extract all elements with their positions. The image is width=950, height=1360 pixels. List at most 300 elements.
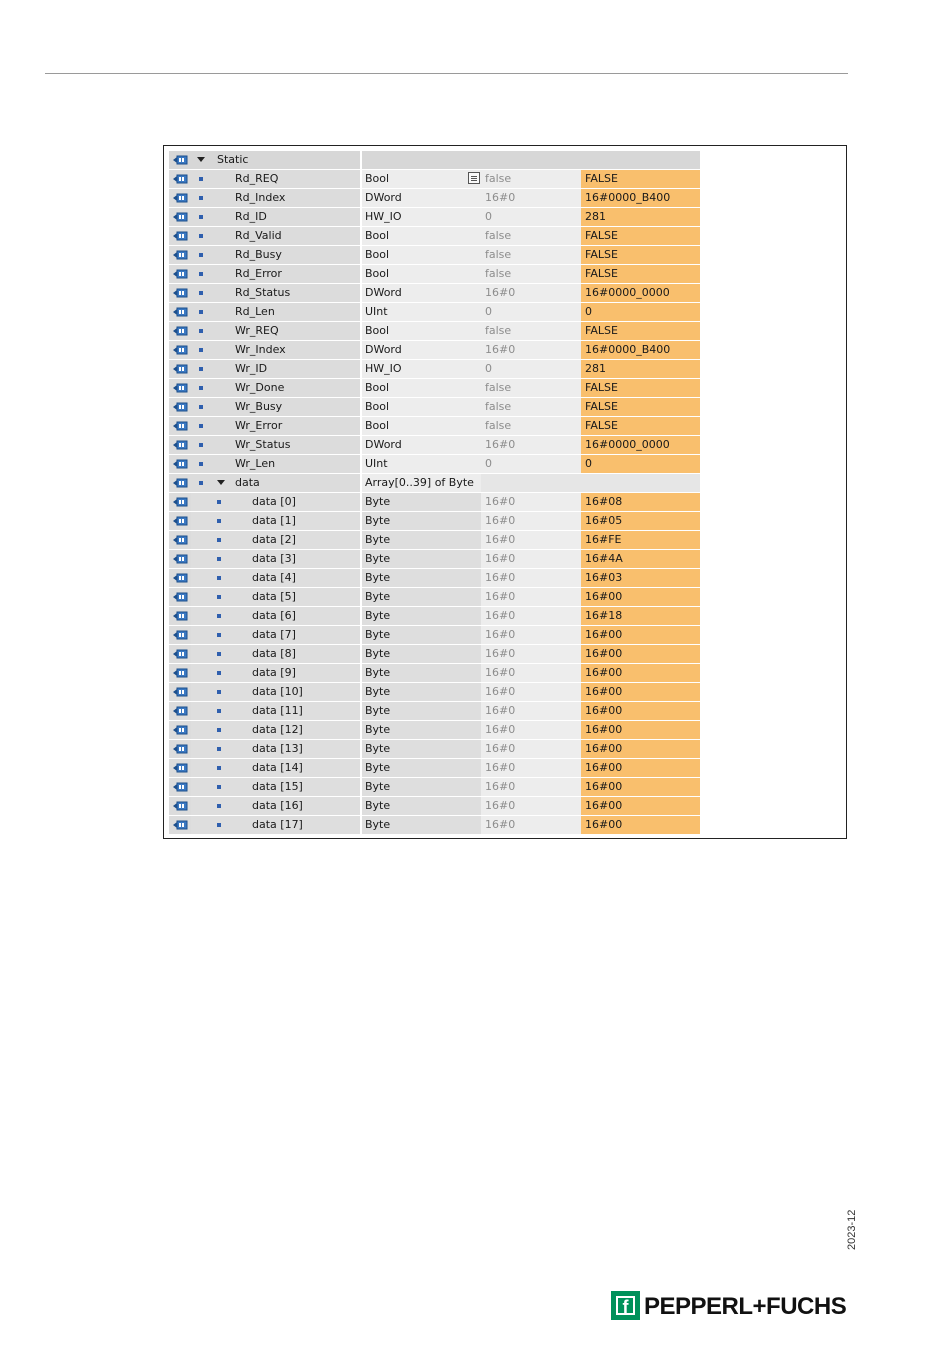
default-value: 16#0 xyxy=(485,590,516,603)
default-value-cell[interactable] xyxy=(481,645,581,664)
type-cell[interactable] xyxy=(362,550,482,569)
data-type: Byte xyxy=(365,704,391,717)
default-value: false xyxy=(485,229,512,242)
default-value-cell[interactable] xyxy=(481,436,581,455)
collapse-arrow-icon[interactable] xyxy=(217,480,225,485)
monitor-value: 16#03 xyxy=(585,571,623,584)
member-bullet-icon xyxy=(217,538,221,542)
type-cell[interactable] xyxy=(362,265,482,284)
data-type: HW_IO xyxy=(365,362,402,375)
interface-icon-cell xyxy=(169,702,191,721)
monitor-value-cell[interactable] xyxy=(581,474,700,493)
interface-icon xyxy=(173,801,188,811)
data-type: Byte xyxy=(365,780,391,793)
variable-name: Wr_Error xyxy=(235,419,283,432)
default-value-cell[interactable] xyxy=(481,379,581,398)
monitor-value-cell[interactable] xyxy=(581,265,700,284)
data-type: Bool xyxy=(365,381,390,394)
data-type: Byte xyxy=(365,685,391,698)
data-type: Byte xyxy=(365,552,391,565)
default-value-cell[interactable] xyxy=(481,588,581,607)
type-cell[interactable] xyxy=(362,455,482,474)
default-value-cell[interactable] xyxy=(481,208,581,227)
name-cell[interactable] xyxy=(191,436,360,455)
interface-icon-cell xyxy=(169,531,191,550)
default-value-cell[interactable] xyxy=(481,531,581,550)
monitor-value: 0 xyxy=(585,457,592,470)
type-cell[interactable] xyxy=(362,569,482,588)
monitor-value: 16#00 xyxy=(585,799,623,812)
name-cell[interactable] xyxy=(191,246,360,265)
default-value: 16#0 xyxy=(485,647,516,660)
name-cell[interactable] xyxy=(191,550,360,569)
interface-icon-cell xyxy=(169,265,191,284)
logo-text: PEPPERL+FUCHS xyxy=(644,1293,847,1320)
default-value-cell[interactable] xyxy=(481,322,581,341)
type-cell[interactable] xyxy=(362,436,482,455)
monitor-value-cell[interactable] xyxy=(581,607,700,626)
variable-name: Wr_Len xyxy=(235,457,276,470)
monitor-value-cell[interactable] xyxy=(581,322,700,341)
type-cell[interactable] xyxy=(362,474,482,493)
name-cell[interactable] xyxy=(191,379,360,398)
name-cell[interactable] xyxy=(191,645,360,664)
type-cell[interactable] xyxy=(362,284,482,303)
default-value: 16#0 xyxy=(485,780,516,793)
default-value: 16#0 xyxy=(485,609,516,622)
monitor-value-cell[interactable] xyxy=(581,778,700,797)
default-value-cell[interactable] xyxy=(481,246,581,265)
variable-name: data [6] xyxy=(252,609,296,622)
name-cell[interactable] xyxy=(191,512,360,531)
member-bullet-icon xyxy=(199,234,203,238)
default-value: 0 xyxy=(485,457,492,470)
data-type: DWord xyxy=(365,191,402,204)
member-bullet-icon xyxy=(199,424,203,428)
name-cell[interactable] xyxy=(191,474,360,493)
data-type: Byte xyxy=(365,514,391,527)
default-value-cell[interactable] xyxy=(481,797,581,816)
default-value-cell[interactable] xyxy=(481,512,581,531)
top-rule xyxy=(45,73,848,74)
monitor-value: FALSE xyxy=(585,172,618,185)
data-type: Bool xyxy=(365,267,390,280)
name-cell[interactable] xyxy=(191,322,360,341)
default-value: 16#0 xyxy=(485,286,516,299)
interface-icon-cell xyxy=(169,797,191,816)
name-cell[interactable] xyxy=(191,227,360,246)
default-value-cell[interactable] xyxy=(481,493,581,512)
variable-name: data [7] xyxy=(252,628,296,641)
monitor-value: 281 xyxy=(585,362,606,375)
monitor-value-cell[interactable] xyxy=(581,531,700,550)
interface-icon-cell xyxy=(169,512,191,531)
name-cell[interactable] xyxy=(191,588,360,607)
monitor-value-cell[interactable] xyxy=(581,436,700,455)
monitor-value-cell[interactable] xyxy=(581,417,700,436)
member-bullet-icon xyxy=(217,785,221,789)
variable-name: Rd_Len xyxy=(235,305,275,318)
default-value-cell[interactable] xyxy=(481,189,581,208)
interface-icon xyxy=(173,402,188,412)
member-bullet-icon xyxy=(217,652,221,656)
name-cell[interactable] xyxy=(191,759,360,778)
default-value-cell[interactable] xyxy=(481,740,581,759)
data-type: Byte xyxy=(365,590,391,603)
type-cell[interactable] xyxy=(362,778,482,797)
monitor-value: 16#08 xyxy=(585,495,623,508)
monitor-value: 16#4A xyxy=(585,552,623,565)
monitor-value-cell[interactable] xyxy=(581,550,700,569)
monitor-value-cell[interactable] xyxy=(581,227,700,246)
type-cell[interactable] xyxy=(362,341,482,360)
interface-icon-cell xyxy=(169,227,191,246)
name-cell[interactable] xyxy=(191,816,360,835)
member-bullet-icon xyxy=(217,595,221,599)
monitor-value-cell[interactable] xyxy=(581,189,700,208)
name-cell[interactable] xyxy=(191,607,360,626)
interface-icon xyxy=(173,383,188,393)
default-value: false xyxy=(485,419,512,432)
type-cell[interactable] xyxy=(362,816,482,835)
company-logo xyxy=(611,1291,851,1321)
member-bullet-icon xyxy=(217,823,221,827)
member-bullet-icon xyxy=(199,272,203,276)
variable-name: Wr_Status xyxy=(235,438,291,451)
monitor-value-cell[interactable] xyxy=(581,645,700,664)
interface-icon xyxy=(173,668,188,678)
type-cell[interactable] xyxy=(362,360,482,379)
member-bullet-icon xyxy=(199,405,203,409)
variable-name: data [13] xyxy=(252,742,303,755)
interface-icon xyxy=(173,288,188,298)
variable-name: data [11] xyxy=(252,704,303,717)
monitor-value: 16#00 xyxy=(585,742,623,755)
type-cell[interactable] xyxy=(362,493,482,512)
member-bullet-icon xyxy=(199,481,203,485)
variable-name: data [2] xyxy=(252,533,296,546)
interface-icon-cell xyxy=(169,208,191,227)
monitor-value-cell[interactable] xyxy=(581,284,700,303)
list-edit-icon[interactable] xyxy=(468,172,480,184)
variable-name: data [15] xyxy=(252,780,303,793)
monitor-value-cell[interactable] xyxy=(581,740,700,759)
monitor-value: 16#0000_B400 xyxy=(585,343,671,356)
default-value: false xyxy=(485,267,512,280)
monitor-value: 16#00 xyxy=(585,761,623,774)
default-value-cell[interactable] xyxy=(481,284,581,303)
type-cell[interactable] xyxy=(362,398,482,417)
name-cell[interactable] xyxy=(191,208,360,227)
type-cell[interactable] xyxy=(362,417,482,436)
interface-icon xyxy=(173,535,188,545)
name-cell[interactable] xyxy=(191,626,360,645)
default-value-cell[interactable] xyxy=(481,265,581,284)
variable-name: data [4] xyxy=(252,571,296,584)
monitor-value-cell[interactable] xyxy=(581,816,700,835)
default-value-cell[interactable] xyxy=(481,569,581,588)
member-bullet-icon xyxy=(199,291,203,295)
type-cell[interactable] xyxy=(362,664,482,683)
type-cell[interactable] xyxy=(362,531,482,550)
variable-name: Rd_Status xyxy=(235,286,291,299)
type-cell[interactable] xyxy=(362,645,482,664)
default-value-cell[interactable] xyxy=(481,816,581,835)
type-cell[interactable] xyxy=(362,588,482,607)
interface-icon xyxy=(173,744,188,754)
variable-name: data [9] xyxy=(252,666,296,679)
member-bullet-icon xyxy=(217,557,221,561)
interface-icon-cell xyxy=(169,569,191,588)
name-cell[interactable] xyxy=(191,455,360,474)
monitor-value: FALSE xyxy=(585,324,618,337)
type-cell xyxy=(362,151,482,170)
default-value: 0 xyxy=(485,305,492,318)
name-cell[interactable] xyxy=(191,702,360,721)
default-value: false xyxy=(485,324,512,337)
variable-name: data [16] xyxy=(252,799,303,812)
monitor-value-cell[interactable] xyxy=(581,170,700,189)
monitor-value-cell[interactable] xyxy=(581,683,700,702)
default-value-cell[interactable] xyxy=(481,626,581,645)
type-cell[interactable] xyxy=(362,189,482,208)
data-type: Bool xyxy=(365,248,390,261)
member-bullet-icon xyxy=(217,728,221,732)
type-cell[interactable] xyxy=(362,740,482,759)
monitor-value-cell[interactable] xyxy=(581,588,700,607)
monitor-value-cell[interactable] xyxy=(581,493,700,512)
data-type: UInt xyxy=(365,305,388,318)
monitor-value-cell[interactable] xyxy=(581,797,700,816)
name-cell[interactable] xyxy=(191,721,360,740)
monitor-value-cell[interactable] xyxy=(581,398,700,417)
name-cell[interactable] xyxy=(191,493,360,512)
monitor-value: 281 xyxy=(585,210,606,223)
interface-icon-cell xyxy=(169,493,191,512)
default-value-cell[interactable] xyxy=(481,550,581,569)
name-cell[interactable] xyxy=(191,740,360,759)
type-cell[interactable] xyxy=(362,246,482,265)
variable-name: Wr_Index xyxy=(235,343,286,356)
default-value-cell[interactable] xyxy=(481,227,581,246)
name-cell[interactable] xyxy=(191,341,360,360)
interface-icon-cell xyxy=(169,721,191,740)
default-value: false xyxy=(485,172,512,185)
default-value: false xyxy=(485,248,512,261)
default-value-cell[interactable] xyxy=(481,341,581,360)
default-value-cell[interactable] xyxy=(481,170,581,189)
default-value-cell[interactable] xyxy=(481,455,581,474)
type-cell[interactable] xyxy=(362,626,482,645)
member-bullet-icon xyxy=(217,500,221,504)
interface-icon-cell xyxy=(169,303,191,322)
default-value: 16#0 xyxy=(485,533,516,546)
interface-icon xyxy=(173,345,188,355)
member-bullet-icon xyxy=(199,386,203,390)
monitor-value: 16#00 xyxy=(585,647,623,660)
type-cell[interactable] xyxy=(362,797,482,816)
member-bullet-icon xyxy=(217,690,221,694)
member-bullet-icon xyxy=(199,348,203,352)
member-bullet-icon xyxy=(217,804,221,808)
monitor-value: 16#0000_0000 xyxy=(585,438,670,451)
collapse-arrow-icon[interactable] xyxy=(197,157,205,162)
interface-icon xyxy=(173,516,188,526)
name-cell[interactable] xyxy=(191,360,360,379)
name-cell[interactable] xyxy=(191,664,360,683)
default-value: 16#0 xyxy=(485,723,516,736)
monitor-value-cell[interactable] xyxy=(581,455,700,474)
variable-name: data [8] xyxy=(252,647,296,660)
default-value-cell[interactable] xyxy=(481,360,581,379)
data-type: Bool xyxy=(365,400,390,413)
name-cell[interactable] xyxy=(191,265,360,284)
variable-name: data [1] xyxy=(252,514,296,527)
default-cell xyxy=(481,151,581,170)
monitor-value-cell[interactable] xyxy=(581,208,700,227)
interface-icon xyxy=(173,459,188,469)
interface-icon-cell xyxy=(169,151,191,170)
interface-icon-cell xyxy=(169,170,191,189)
interface-icon-cell xyxy=(169,740,191,759)
default-value-cell[interactable] xyxy=(481,778,581,797)
interface-icon xyxy=(173,269,188,279)
default-value-cell[interactable] xyxy=(481,398,581,417)
default-value-cell[interactable] xyxy=(481,759,581,778)
interface-icon xyxy=(173,497,188,507)
type-cell[interactable] xyxy=(362,322,482,341)
type-cell[interactable] xyxy=(362,721,482,740)
data-type: Bool xyxy=(365,229,390,242)
name-cell xyxy=(191,151,360,170)
monitor-value: FALSE xyxy=(585,381,618,394)
data-type: Byte xyxy=(365,647,391,660)
type-cell[interactable] xyxy=(362,170,482,189)
monitor-value: 16#0000_B400 xyxy=(585,191,671,204)
default-value-cell[interactable] xyxy=(481,683,581,702)
default-value-cell[interactable] xyxy=(481,417,581,436)
interface-icon xyxy=(173,573,188,583)
interface-icon xyxy=(173,820,188,830)
monitor-value: 16#00 xyxy=(585,666,623,679)
monitor-value-cell[interactable] xyxy=(581,379,700,398)
type-cell[interactable] xyxy=(362,702,482,721)
default-value: 0 xyxy=(485,362,492,375)
member-bullet-icon xyxy=(199,310,203,314)
monitor-value-cell[interactable] xyxy=(581,702,700,721)
monitor-value: 16#00 xyxy=(585,818,623,831)
interface-icon-cell xyxy=(169,474,191,493)
member-bullet-icon xyxy=(199,196,203,200)
type-cell[interactable] xyxy=(362,227,482,246)
type-cell[interactable] xyxy=(362,303,482,322)
monitor-value: 16#00 xyxy=(585,685,623,698)
default-value-cell[interactable] xyxy=(481,702,581,721)
monitor-value-cell[interactable] xyxy=(581,626,700,645)
member-bullet-icon xyxy=(199,462,203,466)
interface-icon-cell xyxy=(169,550,191,569)
variable-name: Rd_REQ xyxy=(235,172,279,185)
interface-icon-cell xyxy=(169,664,191,683)
name-cell[interactable] xyxy=(191,569,360,588)
monitor-value-cell[interactable] xyxy=(581,303,700,322)
interface-icon-cell xyxy=(169,379,191,398)
default-value-cell[interactable] xyxy=(481,664,581,683)
name-cell[interactable] xyxy=(191,284,360,303)
data-type: DWord xyxy=(365,438,402,451)
default-value-cell[interactable] xyxy=(481,607,581,626)
default-value: 16#0 xyxy=(485,191,516,204)
name-cell[interactable] xyxy=(191,531,360,550)
monitor-value-cell[interactable] xyxy=(581,721,700,740)
data-type: UInt xyxy=(365,457,388,470)
monitor-value-cell[interactable] xyxy=(581,759,700,778)
name-cell[interactable] xyxy=(191,303,360,322)
monitor-value: FALSE xyxy=(585,267,618,280)
data-type: Byte xyxy=(365,609,391,622)
monitor-value: FALSE xyxy=(585,248,618,261)
member-bullet-icon xyxy=(217,519,221,523)
monitor-value: 16#00 xyxy=(585,780,623,793)
default-value: 16#0 xyxy=(485,685,516,698)
interface-icon xyxy=(173,193,188,203)
type-cell[interactable] xyxy=(362,759,482,778)
member-bullet-icon xyxy=(217,576,221,580)
name-cell[interactable] xyxy=(191,683,360,702)
monitor-value: 16#00 xyxy=(585,704,623,717)
default-value-cell[interactable] xyxy=(481,303,581,322)
interface-icon xyxy=(173,478,188,488)
type-cell[interactable] xyxy=(362,208,482,227)
member-bullet-icon xyxy=(217,766,221,770)
name-cell[interactable] xyxy=(191,189,360,208)
variable-name: Wr_REQ xyxy=(235,324,279,337)
interface-icon-cell xyxy=(169,189,191,208)
default-value-cell[interactable] xyxy=(481,721,581,740)
interface-icon xyxy=(173,174,188,184)
member-bullet-icon xyxy=(217,747,221,751)
monitor-value: 0 xyxy=(585,305,592,318)
name-cell[interactable] xyxy=(191,398,360,417)
monitor-value-cell[interactable] xyxy=(581,569,700,588)
interface-icon-cell xyxy=(169,436,191,455)
interface-icon xyxy=(173,212,188,222)
type-cell[interactable] xyxy=(362,683,482,702)
data-type: DWord xyxy=(365,286,402,299)
type-cell[interactable] xyxy=(362,512,482,531)
data-type: Byte xyxy=(365,628,391,641)
default-value-cell[interactable] xyxy=(481,474,581,493)
name-cell[interactable] xyxy=(191,417,360,436)
interface-icon-cell xyxy=(169,778,191,797)
name-cell[interactable] xyxy=(191,778,360,797)
monitor-value-cell[interactable] xyxy=(581,664,700,683)
member-bullet-icon xyxy=(199,215,203,219)
monitor-value-cell[interactable] xyxy=(581,360,700,379)
type-cell[interactable] xyxy=(362,379,482,398)
type-cell[interactable] xyxy=(362,607,482,626)
name-cell[interactable] xyxy=(191,797,360,816)
data-type: Bool xyxy=(365,324,390,337)
interface-icon xyxy=(173,421,188,431)
default-value: 16#0 xyxy=(485,552,516,565)
interface-icon-cell xyxy=(169,759,191,778)
name-cell[interactable] xyxy=(191,170,360,189)
logo-f-glyph-icon xyxy=(611,1291,640,1320)
monitor-value-cell[interactable] xyxy=(581,341,700,360)
monitor-value-cell[interactable] xyxy=(581,512,700,531)
monitor-value-cell[interactable] xyxy=(581,246,700,265)
